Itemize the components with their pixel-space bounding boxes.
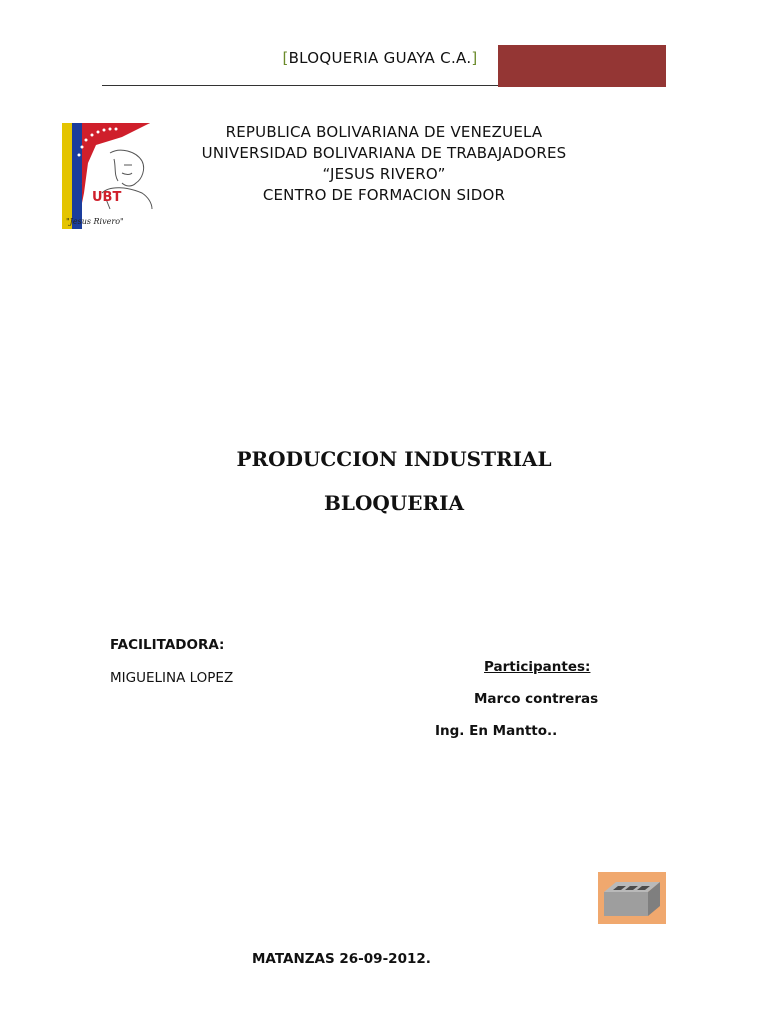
header-bracket-close: ] <box>471 49 478 67</box>
header-accent-block <box>498 45 666 87</box>
concrete-block-icon <box>598 872 666 924</box>
place-date: MATANZAS 26-09-2012. <box>252 951 431 967</box>
university-logo-icon <box>62 123 154 229</box>
logo-text-mid: UBT <box>92 190 122 205</box>
document-subtitle: BLOQUERIA <box>324 491 464 515</box>
institution-line-1: REPUBLICA BOLIVARIANA DE VENEZUELA <box>225 123 543 141</box>
header-bracket-open: [ <box>282 49 289 67</box>
document-title: PRODUCCION INDUSTRIAL <box>236 447 552 471</box>
facilitator-label: FACILITADORA: <box>110 637 225 653</box>
header-divider <box>102 85 498 86</box>
institution-line-3: “JESUS RIVERO” <box>322 165 446 183</box>
logo-text-bottom: "Jesus Rivero" <box>66 217 124 226</box>
participant-name: Marco contreras <box>474 691 599 707</box>
company-name: BLOQUERIA GUAYA C.A. <box>288 49 472 67</box>
participants-label: Participantes: <box>484 659 591 675</box>
facilitator-name: MIGUELINA LOPEZ <box>110 670 234 686</box>
institution-line-2: UNIVERSIDAD BOLIVARIANA DE TRABAJADORES <box>201 144 567 162</box>
participant-role: Ing. En Mantto.. <box>435 723 558 739</box>
institution-line-4: CENTRO DE FORMACION SIDOR <box>262 186 506 204</box>
